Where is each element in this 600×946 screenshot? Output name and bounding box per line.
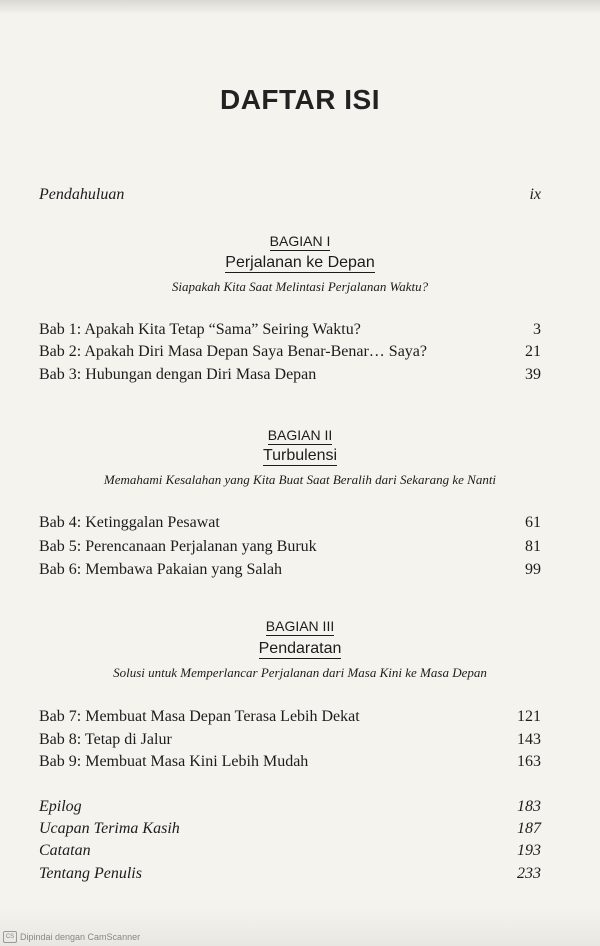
toc-entry-page: 193 [517,842,541,859]
toc-entry-page: 3 [533,321,541,338]
toc-entry-label: Bab 3: Hubungan dengan Diri Masa Depan [39,366,317,383]
toc-entry-chapter[interactable] [39,731,541,753]
toc-entry-chapter[interactable] [39,514,541,536]
toc-entry-label: Bab 1: Apakah Kita Tetap “Sama” Seiring Waktu? [39,321,361,338]
toc-entry-page: 163 [517,753,541,770]
toc-entry-intro[interactable] [39,186,541,208]
scanner-text: Dipindai dengan CamScanner [20,932,141,942]
toc-entry-backmatter[interactable] [39,842,541,864]
page-title: DAFTAR ISI [219,84,381,115]
toc-entry-label: Bab 9: Membuat Masa Kini Lebih Mudah [39,753,309,770]
toc-entry-label: Bab 8: Tetap di Jalur [39,731,172,748]
part-subtitle: Memahami Kesalahan yang Kita Buat Saat Beralih dari Sekarang ke Nanti [103,472,497,487]
toc-entry-label: Bab 4: Ketinggalan Pesawat [39,514,220,531]
toc-entry-page: 183 [517,798,541,815]
part-title: Perjalanan ke Depan [225,254,375,271]
camscanner-logo-icon: CS [3,931,17,943]
toc-entry-chapter[interactable] [39,366,541,388]
scanner-watermark [3,930,140,944]
toc-entry-page: 233 [517,865,541,882]
part-title: Turbulensi [262,447,338,464]
toc-entry-label: Ucapan Terima Kasih [39,820,180,837]
toc-entry-label: Bab 6: Membawa Pakaian yang Salah [39,561,283,578]
toc-entry-page: 39 [525,366,541,383]
toc-entry-label: Bab 5: Perencanaan Perjalanan yang Buruk [39,538,317,555]
toc-entry-page: 99 [525,561,541,578]
toc-entry-backmatter[interactable] [39,820,541,842]
toc-entry-chapter[interactable] [39,343,541,365]
toc-entry-page: 61 [525,514,541,531]
toc-entry-chapter[interactable] [39,561,541,583]
toc-entry-chapter[interactable] [39,538,541,560]
part-subtitle: Siapakah Kita Saat Melintasi Perjalanan Waktu? [171,279,429,294]
toc-entry-chapter[interactable] [39,753,541,775]
toc-entry-backmatter[interactable] [39,865,541,887]
toc-entry-chapter[interactable] [39,708,541,730]
toc-entry-label: Tentang Penulis [39,865,142,882]
toc-entry-label: Epilog [39,798,82,815]
toc-entry-page: 21 [525,343,541,360]
toc-entry-label: Pendahuluan [39,186,125,203]
part-subtitle: Solusi untuk Memperlancar Perjalanan dari Masa Kini ke Masa Depan [113,665,487,680]
part-label: BAGIAN II [267,427,333,443]
toc-entry-page: 143 [517,731,541,748]
part-label: BAGIAN III [265,618,335,634]
toc-entry-page: 81 [525,538,541,555]
toc-entry-page: 121 [517,708,541,725]
toc-entry-label: Bab 2: Apakah Diri Masa Depan Saya Benar-Benar… Saya? [39,343,427,360]
toc-entry-label: Bab 7: Membuat Masa Depan Terasa Lebih Dekat [39,708,360,725]
toc-entry-label: Catatan [39,842,91,859]
toc-entry-page: ix [529,186,541,203]
toc-entry-page: 187 [517,820,541,837]
page-top-shadow [0,0,600,14]
part-title: Pendaratan [258,640,342,657]
part-label: BAGIAN I [269,233,331,249]
toc-entry-backmatter[interactable] [39,798,541,820]
toc-entry-chapter[interactable] [39,321,541,343]
